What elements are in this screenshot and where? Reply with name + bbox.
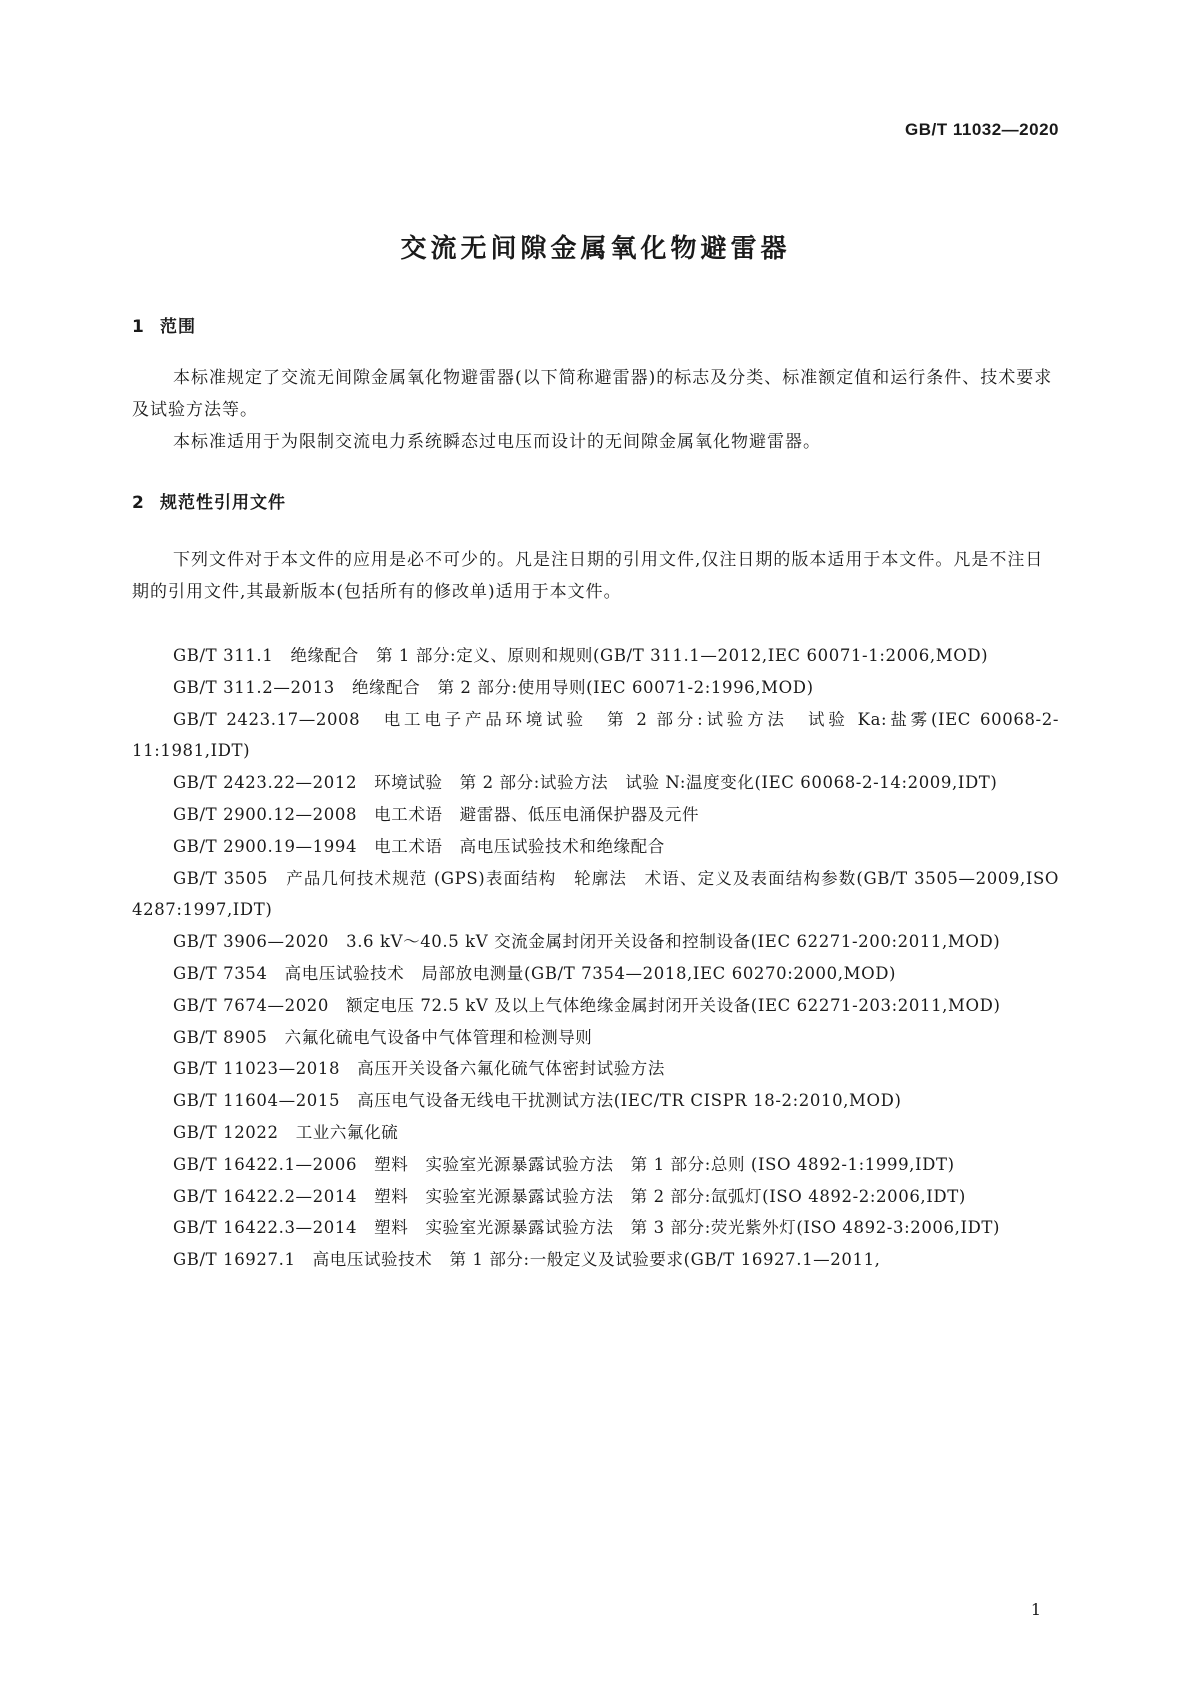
section-1-heading (132, 312, 196, 337)
reference-item: GB/T 2423.17—2008 电工电子产品环境试验 第 2 部分:试验方法 试验 Ka:盐雾(IEC 60068-2-11:1981,IDT) (132, 709, 1059, 761)
section-1-paragraph: 本标准规定了交流无间隙金属氧化物避雷器(以下简称避雷器)的标志及分类、标准额定值和运行条件、技术要求及试验方法等。 (132, 368, 1053, 420)
section-1-number: 1 (132, 317, 145, 337)
reference-item: GB/T 311.2—2013 绝缘配合 第 2 部分:使用导则(IEC 60071-2:1996,MOD) (173, 677, 814, 697)
reference-item: GB/T 8905 六氟化硫电气设备中气体管理和检测导则 (173, 1027, 593, 1047)
reference-item: GB/T 2900.19—1994 电工术语 高电压试验技术和绝缘配合 (173, 836, 665, 856)
standard-number: GB/T 11032—2020 (905, 120, 1059, 139)
reference-item: GB/T 11604—2015 高压电气设备无线电干扰测试方法(IEC/TR CISPR 18-2:2010,MOD) (173, 1091, 902, 1111)
reference-item: GB/T 2900.12—2008 电工术语 避雷器、低压电涌保护器及元件 (173, 804, 700, 824)
section-2-intro: 下列文件对于本文件的应用是必不可少的。凡是注日期的引用文件,仅注日期的版本适用于本文件。凡是不注日期的引用文件,其最新版本(包括所有的修改单)适用于本文件。 (132, 550, 1044, 602)
section-1-title: 范围 (160, 317, 196, 337)
reference-item: GB/T 16422.3—2014 塑料 实验室光源暴露试验方法 第 3 部分:荧光紫外灯(ISO 4892-3:2006,IDT) (173, 1218, 1001, 1238)
document-title: 交流无间隙金属氧化物避雷器 (400, 234, 791, 264)
reference-item: GB/T 3906—2020 3.6 kV～40.5 kV 交流金属封闭开关设备和控制设备(IEC 62271-200:2011,MOD) (173, 932, 1001, 952)
reference-item: GB/T 16927.1 高电压试验技术 第 1 部分:一般定义及试验要求(GB/T 16927.1—2011, (173, 1250, 881, 1270)
reference-item: GB/T 16422.1—2006 塑料 实验室光源暴露试验方法 第 1 部分:总则 (ISO 4892-1:1999,IDT) (173, 1154, 955, 1174)
reference-item: GB/T 7354 高电压试验技术 局部放电测量(GB/T 7354—2018,IEC 60270:2000,MOD) (173, 963, 897, 983)
page-number: 1 (1030, 1600, 1041, 1619)
section-2-title: 规范性引用文件 (160, 493, 286, 513)
reference-item: GB/T 11023—2018 高压开关设备六氟化硫气体密封试验方法 (173, 1059, 665, 1079)
section-2-heading (132, 488, 286, 513)
section-1-paragraph: 本标准适用于为限制交流电力系统瞬态过电压而设计的无间隙金属氧化物避雷器。 (173, 432, 821, 452)
reference-item: GB/T 12022 工业六氟化硫 (173, 1122, 399, 1142)
reference-item: GB/T 16422.2—2014 塑料 实验室光源暴露试验方法 第 2 部分:氙弧灯(ISO 4892-2:2006,IDT) (173, 1186, 966, 1206)
section-2-number: 2 (132, 493, 145, 513)
reference-item: GB/T 311.1 绝缘配合 第 1 部分:定义、原则和规则(GB/T 311.1—2012,IEC 60071-1:2006,MOD) (173, 646, 989, 665)
reference-item: GB/T 3505 产品几何技术规范 (GPS)表面结构 轮廓法 术语、定义及表面结构参数(GB/T 3505—2009,ISO 4287:1997,IDT) (132, 868, 1059, 920)
reference-item: GB/T 2423.22—2012 环境试验 第 2 部分:试验方法 试验 N:温度变化(IEC 60068-2-14:2009,IDT) (173, 773, 998, 793)
reference-item: GB/T 7674—2020 额定电压 72.5 kV 及以上气体绝缘金属封闭开关设备(IEC 62271-203:2011,MOD) (173, 995, 1001, 1015)
reference-list (132, 640, 1059, 1276)
